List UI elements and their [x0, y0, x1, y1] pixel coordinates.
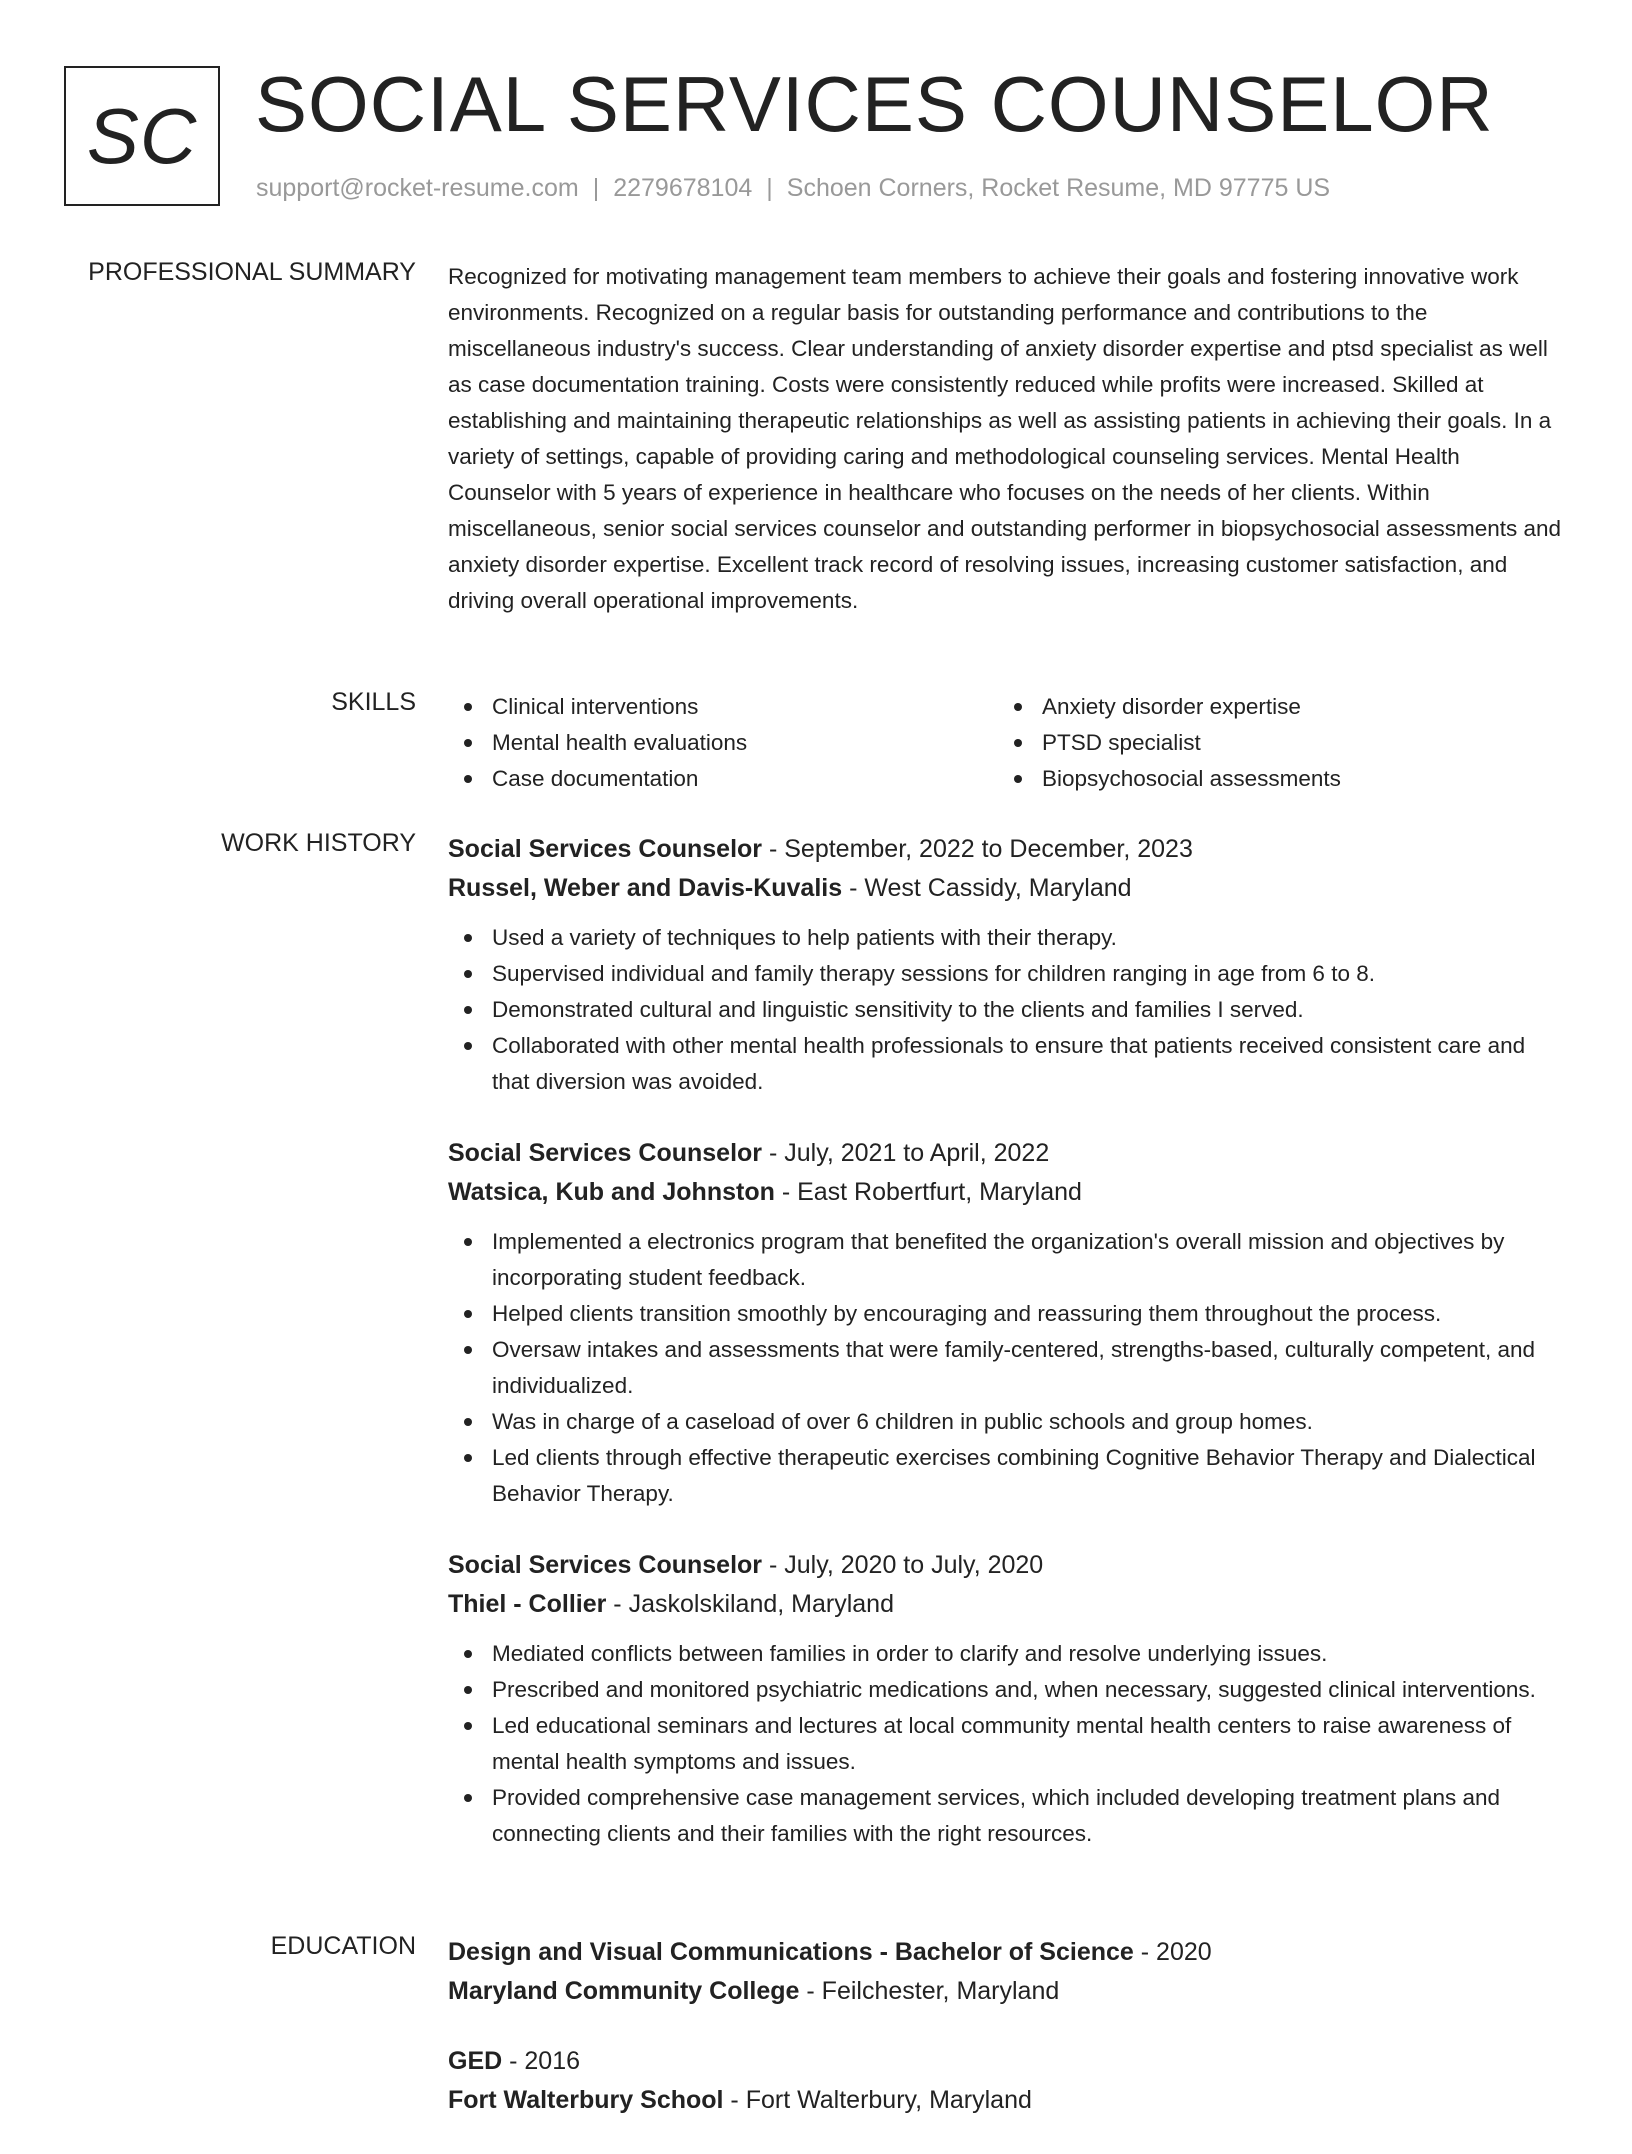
work-section [448, 830, 1568, 1886]
education-year: - 2016 [502, 2047, 581, 2075]
job-title-line [448, 1134, 1568, 1173]
skills-list-left [448, 689, 998, 797]
job-entry [448, 1546, 1568, 1852]
job-duty: Oversaw intakes and assessments that were family-centered, strengths-based, culturally competent, and individualized. [448, 1332, 1568, 1404]
education-degree-line [448, 1933, 1568, 1972]
job-company-line [448, 869, 1568, 908]
job-title-line [448, 1546, 1568, 1585]
contact-separator: | [766, 174, 773, 202]
skills-grid [448, 689, 1568, 797]
education-school-line [448, 2081, 1568, 2120]
contact-phone: 2279678104 [613, 174, 753, 202]
education-degree-line [448, 2042, 1568, 2081]
skill-item: PTSD specialist [998, 725, 1548, 761]
skill-item: Biopsychosocial assessments [998, 761, 1548, 797]
education-section-label: EDUCATION [270, 1932, 416, 1960]
skill-item: Mental health evaluations [448, 725, 998, 761]
job-title-line [448, 830, 1568, 869]
job-duties [448, 920, 1568, 1100]
job-location: - Jaskolskiland, Maryland [606, 1590, 894, 1618]
contact-line [256, 174, 1330, 203]
job-duty: Led clients through effective therapeutic exercises combining Cognitive Behavior Therapy and Dialectical Behavior Therapy. [448, 1440, 1568, 1512]
job-title: Social Services Counselor [448, 1551, 763, 1579]
job-duty: Was in charge of a caseload of over 6 children in public schools and group homes. [448, 1404, 1568, 1440]
job-duty: Mediated conflicts between families in order to clarify and resolve underlying issues. [448, 1636, 1568, 1672]
education-location: - Feilchester, Maryland [799, 1977, 1060, 2005]
job-duties [448, 1636, 1568, 1852]
skills-section [448, 689, 1568, 797]
summary-section-label: PROFESSIONAL SUMMARY [88, 258, 416, 286]
job-duties [448, 1224, 1568, 1512]
job-title: Social Services Counselor [448, 1139, 763, 1167]
education-degree: Design and Visual Communications - Bachelor of Science [448, 1938, 1134, 1966]
job-company-line [448, 1173, 1568, 1212]
job-duty: Implemented a electronics program that benefited the organization's overall mission and objectives by incorporating student feedback. [448, 1224, 1568, 1296]
job-duty: Collaborated with other mental health professionals to ensure that patients received consistent care and that diversion was avoided. [448, 1028, 1568, 1100]
education-year: - 2020 [1133, 1938, 1212, 1966]
job-company-line [448, 1585, 1568, 1624]
contact-separator: | [592, 174, 600, 202]
skills-list-right [998, 689, 1548, 797]
job-company: Watsica, Kub and Johnston [448, 1178, 775, 1206]
job-duty: Provided comprehensive case management services, which included developing treatment plans and connecting clients and their families with the right resources. [448, 1780, 1568, 1852]
education-section [448, 1933, 1568, 2154]
skills-section-label: SKILLS [331, 688, 416, 716]
education-school: Maryland Community College [448, 1977, 800, 2005]
job-duty: Prescribed and monitored psychiatric medications and, when necessary, suggested clinical interventions. [448, 1672, 1568, 1708]
education-school-line [448, 1972, 1568, 2011]
job-duty: Helped clients transition smoothly by encouraging and reassuring them throughout the process. [448, 1296, 1568, 1332]
skill-item: Anxiety disorder expertise [998, 689, 1548, 725]
work-section-label: WORK HISTORY [221, 829, 416, 857]
job-duty: Led educational seminars and lectures at local community mental health centers to raise awareness of mental health symptoms and issues. [448, 1708, 1568, 1780]
job-dates: - July, 2020 to July, 2020 [762, 1551, 1044, 1579]
education-degree: GED [448, 2047, 503, 2075]
job-company: Thiel - Collier [448, 1590, 607, 1618]
job-duty: Demonstrated cultural and linguistic sensitivity to the clients and families I served. [448, 992, 1568, 1028]
job-title: Social Services Counselor [448, 835, 763, 863]
education-entry [448, 1933, 1568, 2011]
job-duty: Supervised individual and family therapy sessions for children ranging in age from 6 to 8. [448, 956, 1568, 992]
job-entry [448, 830, 1568, 1100]
skill-item: Case documentation [448, 761, 998, 797]
education-location: - Fort Walterbury, Maryland [723, 2086, 1032, 2114]
job-company: Russel, Weber and Davis-Kuvalis [448, 874, 843, 902]
skill-item: Clinical interventions [448, 689, 998, 725]
education-school: Fort Walterbury School [448, 2086, 724, 2114]
education-entry [448, 2042, 1568, 2120]
job-entry [448, 1134, 1568, 1512]
summary-section [448, 259, 1568, 619]
job-location: - West Cassidy, Maryland [842, 874, 1132, 902]
monogram-initials: SC [86, 91, 198, 180]
summary-text: Recognized for motivating management team members to achieve their goals and fostering innovative work environments. Recognized on a regular basis for outstanding performance and contributions to the miscellaneous industry's success. Clear understanding of anxiety disorder expertise and ptsd specialist as well as case documentation training. Costs were consistently reduced while profits were increased. Skilled at establishing and maintaining therapeutic relationships as well as assisting patients in achieving their goals. In a variety of settings, capable of providing caring and methodological counseling services. Mental Health Counselor with 5 years of experience in healthcare who focuses on the needs of her clients. Within miscellaneous, senior social services counselor and outstanding performer in biopsychosocial assessments and anxiety disorder expertise. Excellent track record of resolving issues, increasing customer satisfaction, and driving overall operational improvements. [448, 264, 1562, 613]
job-duty: Used a variety of techniques to help patients with their therapy. [448, 920, 1568, 956]
contact-email: support@rocket-resume.com [256, 174, 579, 202]
contact-address: Schoen Corners, Rocket Resume, MD 97775 US [786, 174, 1331, 202]
monogram-badge [64, 66, 220, 206]
job-dates: - September, 2022 to December, 2023 [762, 835, 1193, 863]
job-dates: - July, 2021 to April, 2022 [762, 1139, 1050, 1167]
page-title: SOCIAL SERVICES COUNSELOR [255, 60, 1494, 148]
job-location: - East Robertfurt, Maryland [774, 1178, 1082, 1206]
